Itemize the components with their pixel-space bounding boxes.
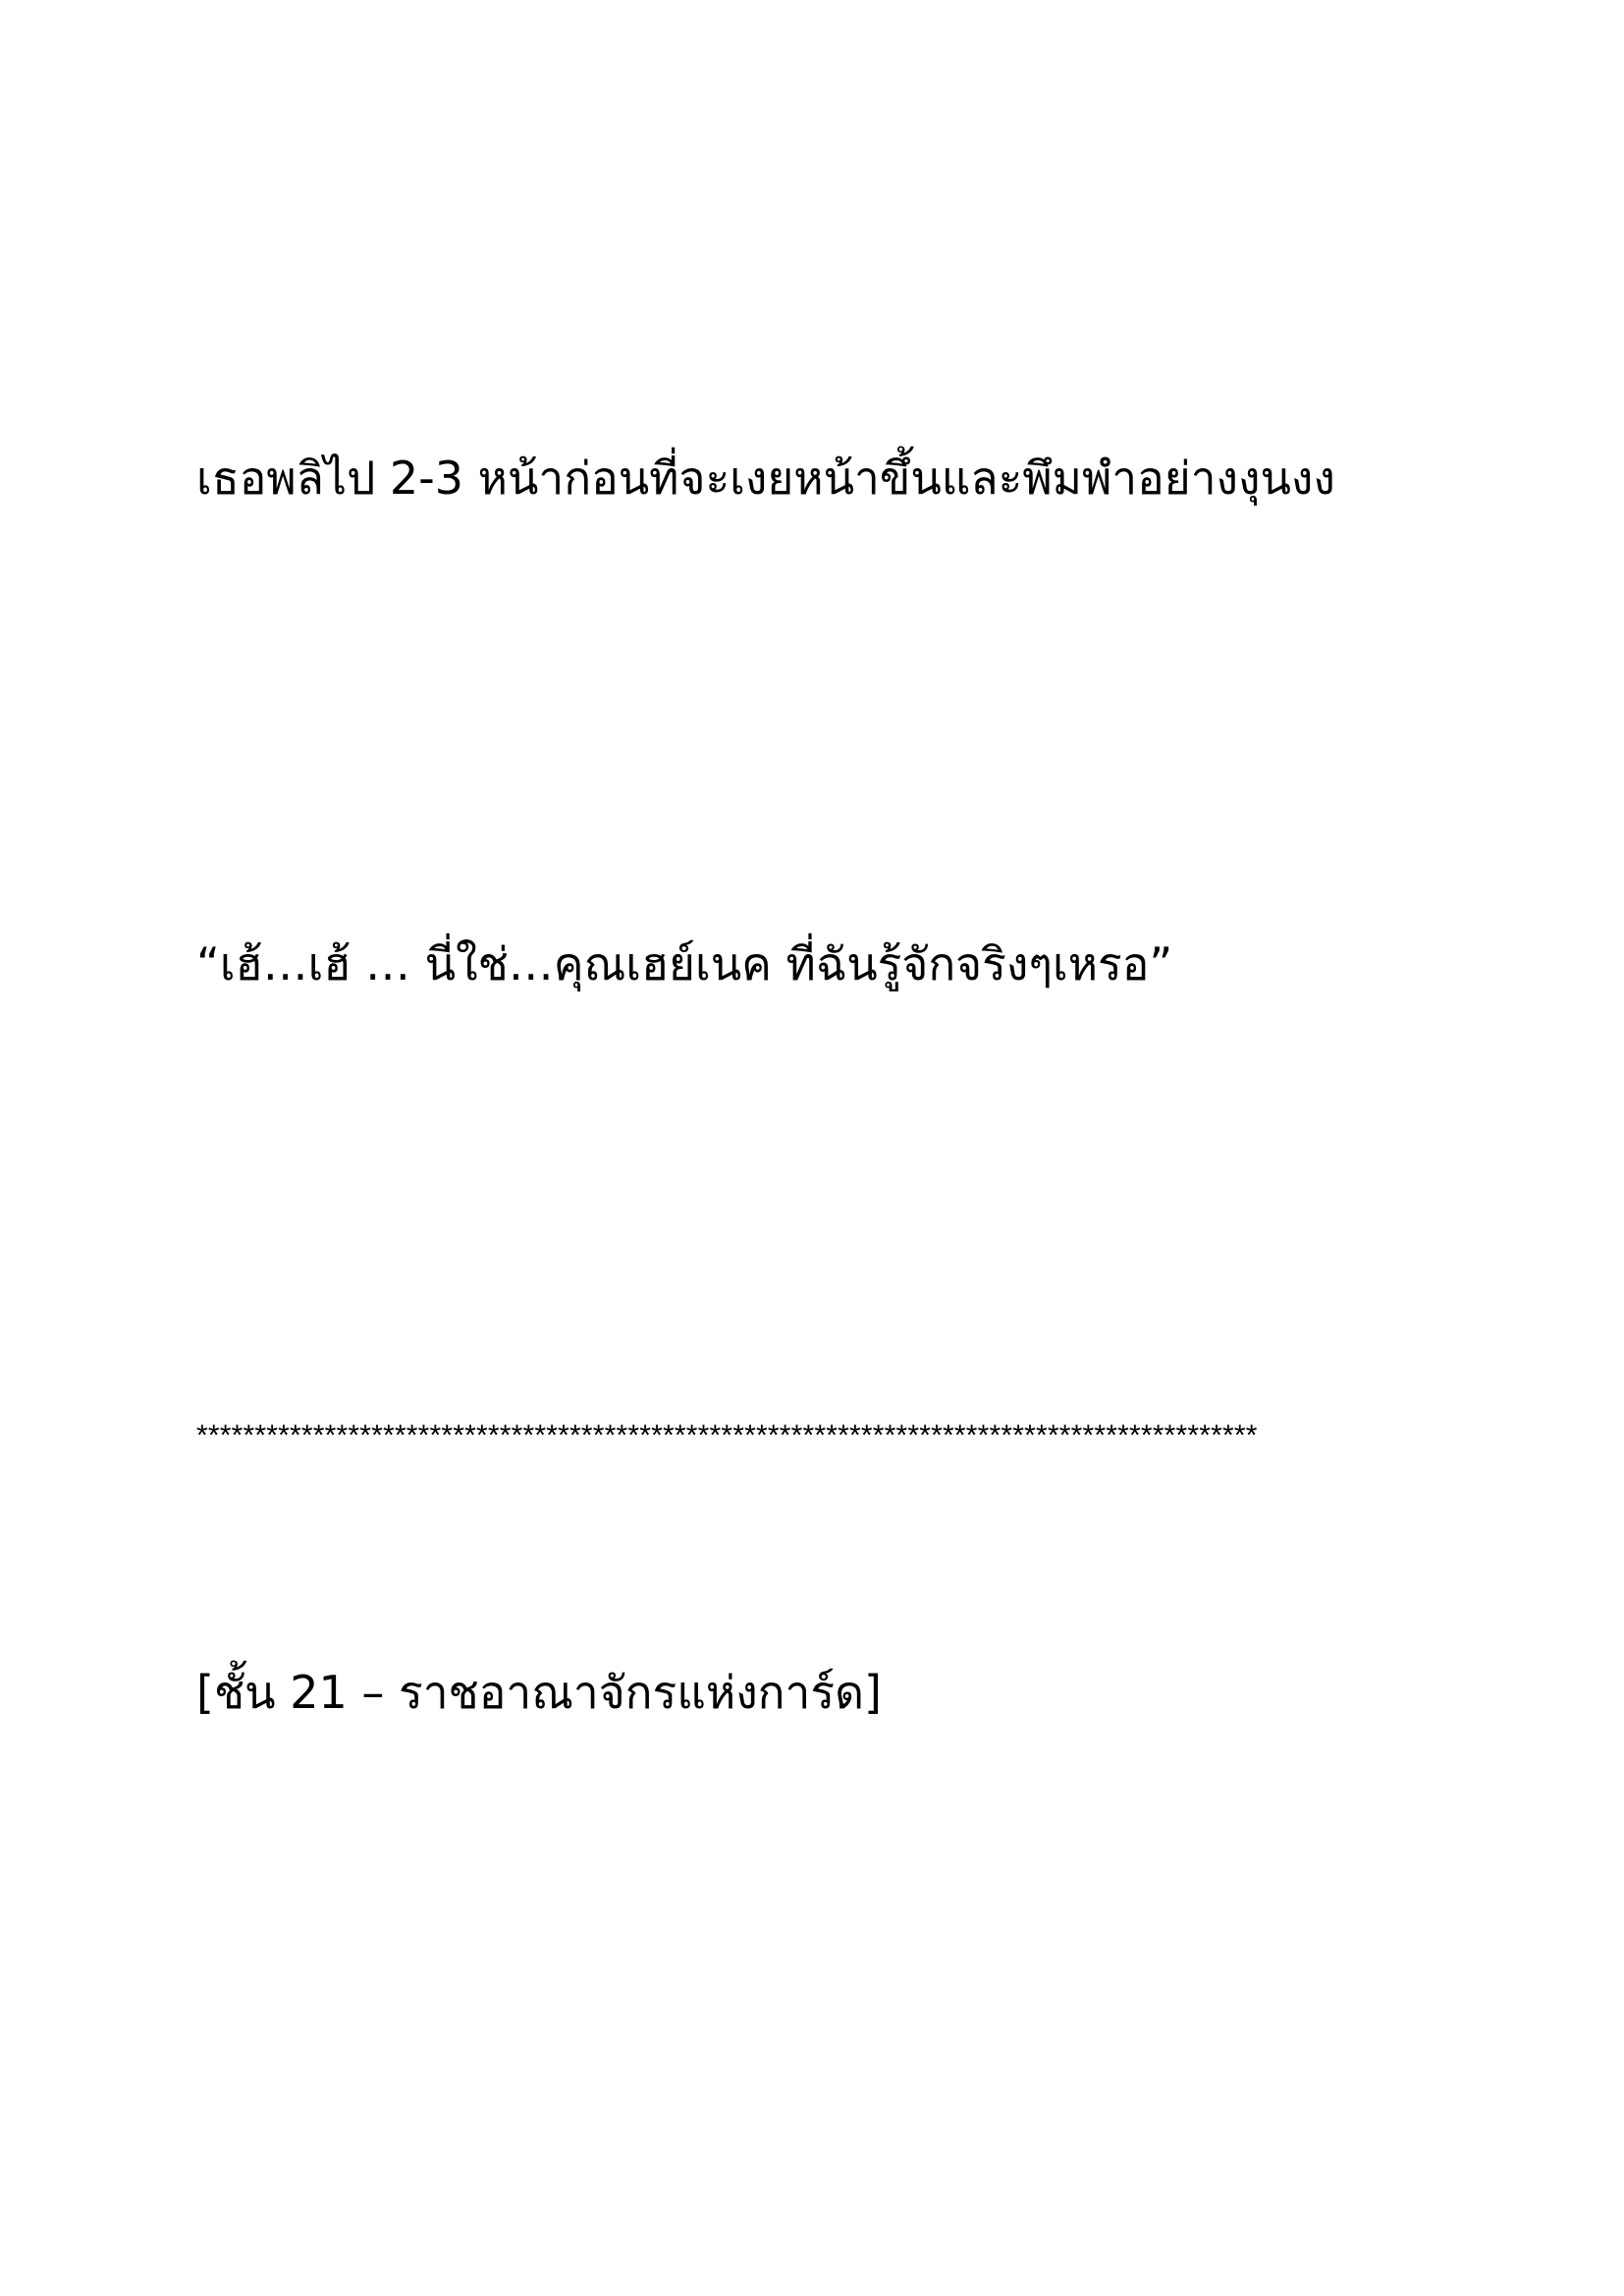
narration-paragraph: เธอพลิไป 2-3 หน้าก่อนที่จะเงยหน้าขึ้นและพึมพำอย่างงุนงง xyxy=(196,452,1335,505)
chapter-heading: [ชั้น 21 – ราชอาณาจักรแห่งการ์ด] xyxy=(196,1666,882,1719)
dialogue-paragraph: “เฮ้…เฮ้ … นี่ใช่…คุณเฮย์เนค ที่ฉันรู้จักจริงๆเหรอ” xyxy=(196,937,1173,990)
scene-break-separator: ******************************************************************************************* xyxy=(196,1419,1258,1452)
